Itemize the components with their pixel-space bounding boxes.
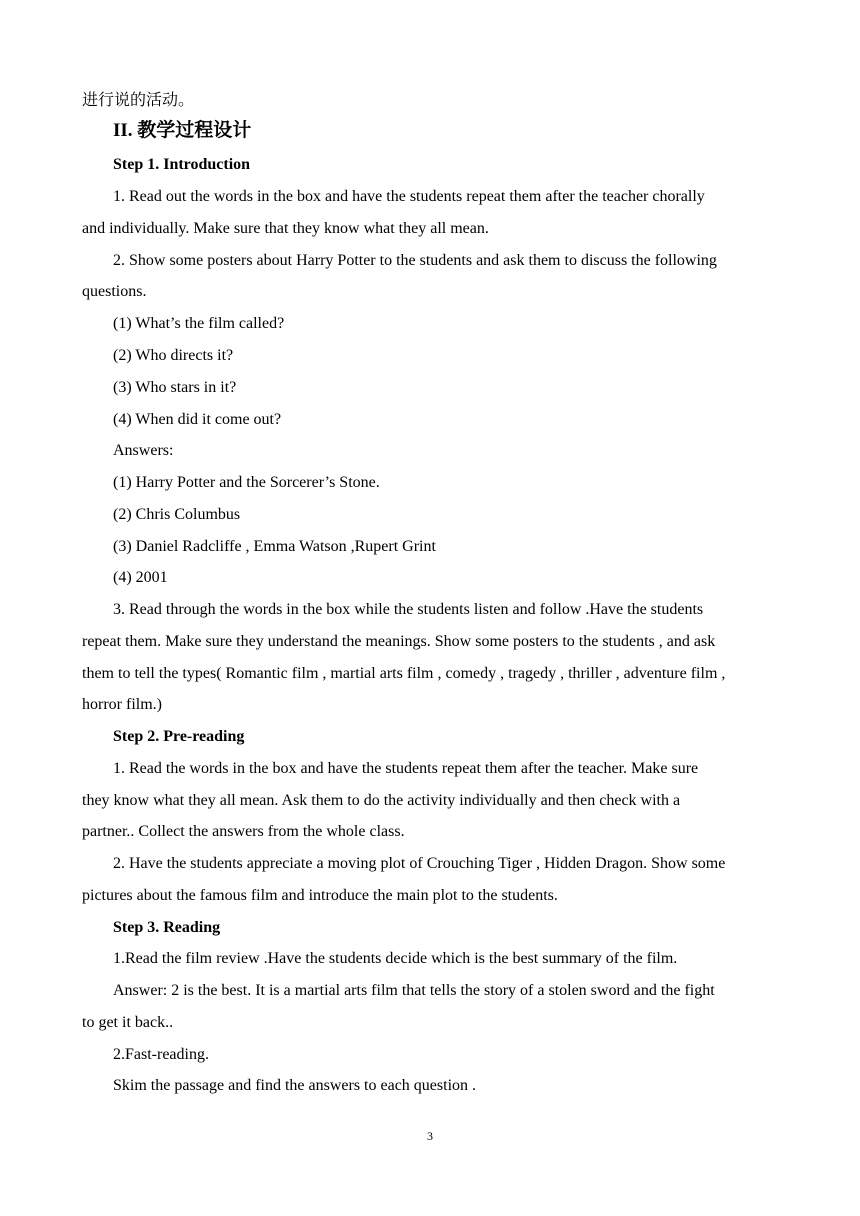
text-line: partner.. Collect the answers from the whole class.: [82, 823, 405, 840]
text-line: them to tell the types( Romantic film , martial arts film , comedy , tragedy , thriller , adventure film ,: [82, 665, 726, 682]
text-line: 1. Read out the words in the box and have the students repeat them after the teacher chorally: [113, 188, 705, 205]
question-item: (1) What’s the film called?: [113, 315, 285, 332]
answer-item: (3) Daniel Radcliffe , Emma Watson ,Rupert Grint: [113, 538, 436, 555]
text-line: 1. Read the words in the box and have the students repeat them after the teacher. Make sure: [113, 760, 699, 777]
answers-label: Answers:: [113, 442, 174, 459]
text-line: 1.Read the film review .Have the students decide which is the best summary of the film.: [113, 950, 678, 967]
answer-item: (4) 2001: [113, 569, 168, 586]
answer-item: (2) Chris Columbus: [113, 506, 241, 523]
text-line: Answer: 2 is the best. It is a martial arts film that tells the story of a stolen sword and the fight: [113, 982, 715, 999]
text-line: pictures about the famous film and introduce the main plot to the students.: [82, 887, 558, 904]
step-heading: Step 1. Introduction: [113, 156, 251, 173]
text-line: 2. Show some posters about Harry Potter to the students and ask them to discuss the following: [113, 252, 717, 269]
text-line: Skim the passage and find the answers to each question .: [113, 1077, 477, 1094]
page-number: 3: [427, 1129, 433, 1143]
text-line: to get it back..: [82, 1014, 174, 1031]
section-heading: II. 教学过程设计: [113, 120, 252, 141]
text-line: 3. Read through the words in the box while the students listen and follow .Have the students: [113, 601, 704, 618]
text-line: questions.: [82, 283, 147, 300]
question-item: (3) Who stars in it?: [113, 379, 237, 396]
text-line: repeat them. Make sure they understand the meanings. Show some posters to the students , and ask: [82, 633, 716, 650]
question-item: (2) Who directs it?: [113, 347, 234, 364]
step-heading: Step 3. Reading: [113, 919, 221, 936]
question-item: (4) When did it come out?: [113, 411, 282, 428]
answer-item: (1) Harry Potter and the Sorcerer’s Stone.: [113, 474, 380, 491]
text-line: 进行说的活动。: [82, 92, 195, 109]
text-line: 2. Have the students appreciate a moving plot of Crouching Tiger , Hidden Dragon. Show some: [113, 855, 726, 872]
step-heading: Step 2. Pre-reading: [113, 728, 245, 745]
text-line: horror film.): [82, 696, 162, 713]
text-line: and individually. Make sure that they know what they all mean.: [82, 220, 489, 237]
text-line: they know what they all mean. Ask them to do the activity individually and then check with a: [82, 792, 681, 809]
text-line: 2.Fast-reading.: [113, 1046, 209, 1063]
